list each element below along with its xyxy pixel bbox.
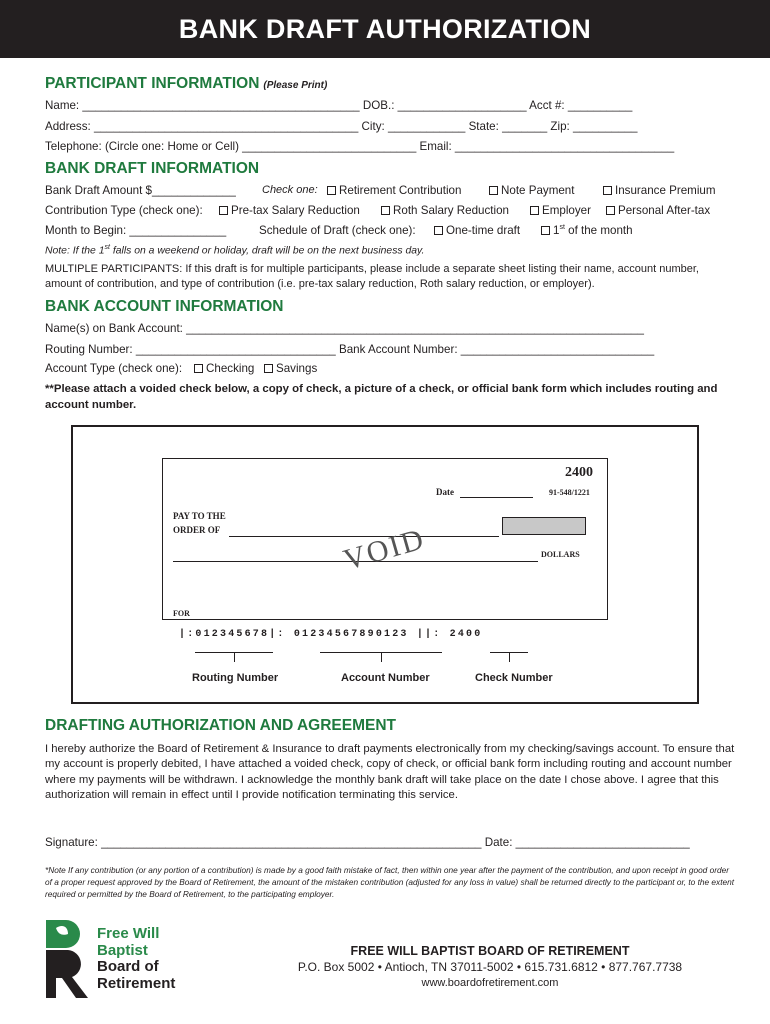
weekend-note-pre: Note: If the 1 [45, 245, 105, 257]
void-stamp: VOID [339, 522, 429, 577]
bank-account-heading: BANK ACCOUNT INFORMATION [45, 298, 284, 315]
sched-onetime[interactable] [434, 224, 520, 237]
page-title: BANK DRAFT AUTHORIZATION [178, 13, 592, 44]
agreement-text: I hereby authorize the Board of Retirement & Insurance to draft payments electronically from my checking/savings account. To ensure that my account is properly debited, I have attached a voided check, copy of check, or official bank form including routing and account number where my payments will be withdrawn. I acknowledge the monthly bank draft will take place on the date I chose above. I agree that this authorization will remain in effect until I provide notification terminating this service. [45, 743, 735, 801]
payee-line [229, 536, 499, 537]
account-stem [381, 652, 382, 662]
type-checking[interactable] [194, 362, 254, 375]
names-on-account-line[interactable]: Name(s) on Bank Account: _______________________________________________________________________ [45, 322, 644, 335]
checkbox-icon[interactable] [489, 186, 498, 195]
month-begin-field[interactable]: Month to Begin: _______________ [45, 224, 227, 237]
ct-personal[interactable] [606, 204, 710, 217]
telephone-email-line[interactable]: Telephone: (Circle one: Home or Cell) ___________________________ Email: __________________________________ [45, 140, 675, 153]
org-website[interactable]: www.boardofretirement.com [421, 977, 559, 989]
ct-pretax-label: Pre-tax Salary Reduction [231, 204, 360, 217]
option-note-label: Note Payment [501, 184, 575, 197]
org-name: FREE WILL BAPTIST BOARD OF RETIREMENT [350, 944, 630, 958]
option-insurance[interactable] [603, 184, 716, 197]
option-retirement-label: Retirement Contribution [339, 184, 462, 197]
please-print-note: (Please Print) [263, 80, 328, 91]
checkbox-icon[interactable] [194, 364, 203, 373]
checkbox-icon[interactable] [327, 186, 336, 195]
logo-line-3: Board of [97, 958, 159, 975]
checkbox-icon[interactable] [381, 206, 390, 215]
account-number-caption: Account Number [341, 672, 430, 684]
logo-line-2: Baptist [97, 941, 148, 959]
ct-pretax[interactable] [219, 204, 360, 217]
checkbox-icon[interactable] [219, 206, 228, 215]
option-note-payment[interactable] [489, 184, 574, 197]
address-line[interactable]: Address: _________________________________________ City: ____________ State: _______ Zip: __________ [45, 120, 638, 133]
pay-to-label-2: ORDER OF [173, 525, 221, 535]
type-savings-label: Savings [276, 362, 318, 375]
agreement-heading: DRAFTING AUTHORIZATION AND AGREEMENT [45, 717, 397, 734]
multiple-participants-text: MULTIPLE PARTICIPANTS: If this draft is for multiple participants, please include a separate sheet listing their name, account number, amount of contribution, and type of contribution (i.e. pre-tax salary reduction, Roth salary reduction, or employer). [45, 263, 699, 291]
for-label: FOR [173, 609, 190, 618]
attach-check-note: **Please attach a voided check below, a copy of check, a picture of a check, or official bank form which includes routing and account number. [45, 383, 718, 411]
checkbox-icon[interactable] [530, 206, 539, 215]
type-savings[interactable] [264, 362, 317, 375]
checkbox-icon[interactable] [603, 186, 612, 195]
draft-amount-row [45, 184, 725, 200]
schedule-row [45, 224, 725, 240]
check-number: 2400 [565, 465, 593, 480]
org-address: P.O. Box 5002 • Antioch, TN 37011-5002 • 615.731.6812 • 877.767.7738 [297, 960, 683, 974]
bank-draft-heading: BANK DRAFT INFORMATION [45, 160, 260, 177]
draft-amount-field[interactable]: Bank Draft Amount $_____________ [45, 184, 236, 197]
memo-line [193, 619, 333, 620]
weekend-note [45, 244, 735, 256]
contribution-type-row [45, 204, 725, 220]
ct-roth[interactable] [381, 204, 509, 217]
name-dob-acct-line[interactable]: Name: ___________________________________________ DOB.: ____________________ Acct #: __________ [45, 99, 633, 112]
checkbox-icon[interactable] [606, 206, 615, 215]
type-checking-label: Checking [206, 362, 255, 375]
contribution-type-label: Contribution Type (check one): [45, 204, 203, 217]
routing-account-line[interactable]: Routing Number: _______________________________ Bank Account Number: ______________________________ [45, 343, 655, 356]
sched-first-sup: st [559, 224, 565, 232]
micr-line: |:012345678|: 01234567890123 ||: 2400 [179, 629, 483, 640]
sched-onetime-label: One-time draft [446, 224, 521, 237]
bank-code: 91-548/1221 [549, 488, 590, 497]
routing-stem [234, 652, 235, 662]
account-type-label: Account Type (check one): [45, 362, 183, 375]
check-number-caption: Check Number [475, 672, 553, 684]
sched-first-of-month[interactable] [541, 224, 633, 237]
ct-employer-label: Employer [542, 204, 591, 217]
ct-personal-label: Personal After-tax [618, 204, 711, 217]
option-insurance-label: Insurance Premium [615, 184, 716, 197]
check-one-label: Check one: [262, 184, 318, 196]
dollars-label: DOLLARS [541, 550, 580, 559]
participant-heading [45, 75, 327, 93]
option-retirement[interactable] [327, 184, 461, 197]
schedule-label: Schedule of Draft (check one): [259, 224, 416, 237]
check-stem [509, 652, 510, 662]
pay-to-label-1: PAY TO THE [173, 511, 226, 521]
ct-roth-label: Roth Salary Reduction [393, 204, 509, 217]
account-type-row [45, 362, 725, 378]
signature-line-check [385, 619, 593, 620]
participant-heading-text: PARTICIPANT INFORMATION [45, 75, 260, 92]
sample-check [162, 458, 608, 620]
date-line [460, 497, 533, 498]
logo-line-4: Retirement [97, 974, 176, 992]
fwb-logo-icon [44, 918, 92, 1000]
checkbox-icon[interactable] [541, 226, 550, 235]
signature-date-line[interactable]: Signature: ___________________________________________________________ Date: ___________________________ [45, 836, 690, 849]
sched-first-num: 1 [553, 224, 560, 237]
routing-number-caption: Routing Number [192, 672, 279, 684]
logo-line-1: Free Will [97, 925, 160, 942]
sched-first-post: of the month [564, 224, 633, 237]
weekend-note-post: falls on a weekend or holiday, draft will be on the next business day. [109, 245, 425, 257]
check-date-label: Date [436, 487, 454, 497]
mistake-footnote: *Note If any contribution (or any portion of a contribution) is made by a good faith mistake of fact, then within one year after the payment of the contribution, and upon receipt in good order of a proper request approved by the Board of Retirement, the amount of the mistaken contribution (adjusted for any loss in value) shall be returned directly to the participant or, to the extent required or permitted by the Board of Retirement, to the participating employer. [45, 865, 735, 899]
logo-wordmark [97, 926, 175, 992]
checkbox-icon[interactable] [264, 364, 273, 373]
checkbox-icon[interactable] [434, 226, 443, 235]
title-bar [0, 0, 770, 58]
weekend-note-sup: st [104, 244, 110, 251]
ct-employer[interactable] [530, 204, 591, 217]
amount-box [502, 517, 586, 535]
